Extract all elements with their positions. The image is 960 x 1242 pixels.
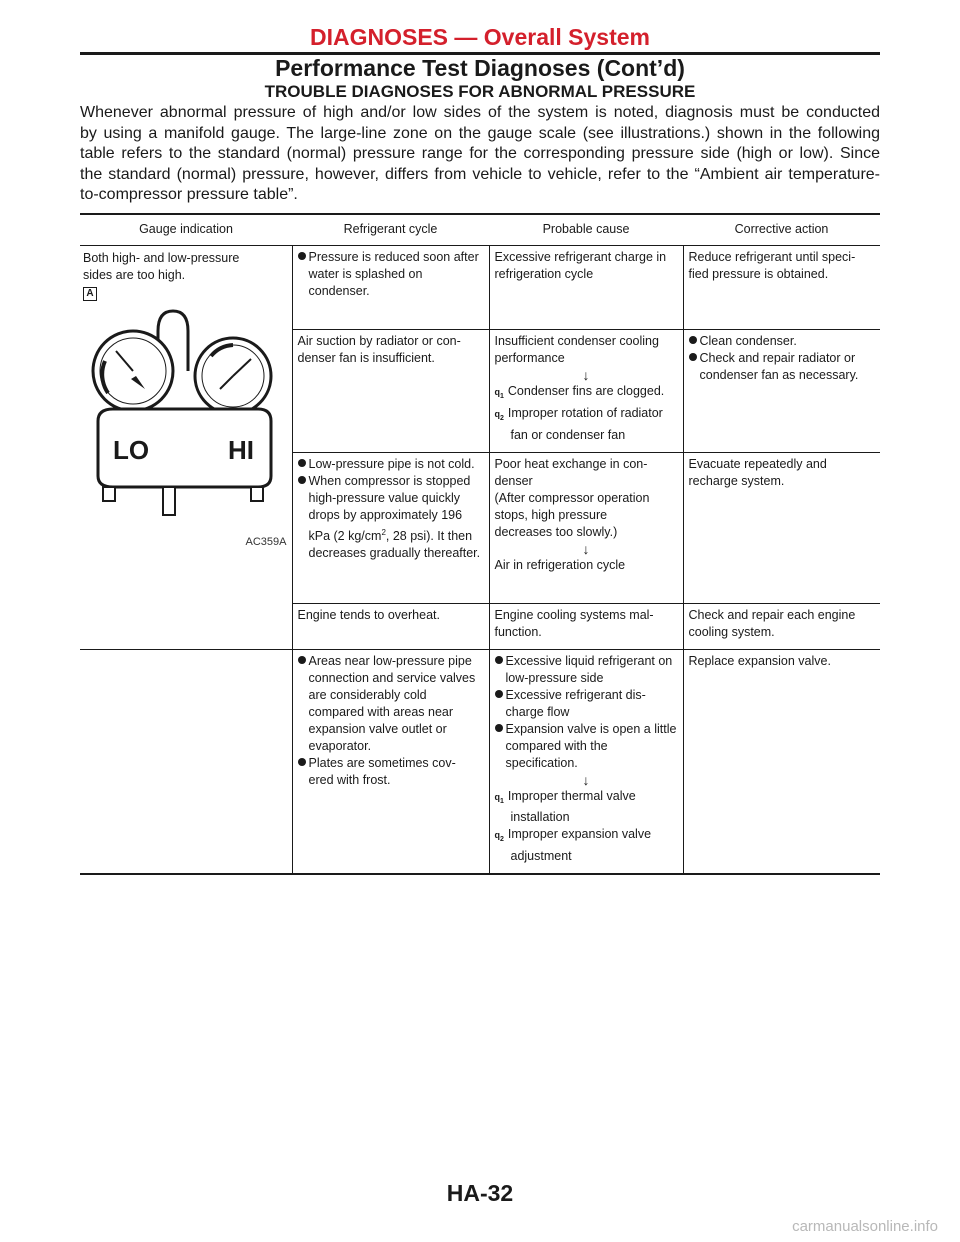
corrective-action-cell: Check and repair each engine cooling system.: [683, 603, 880, 649]
intro-line: by using a manifold gauge. The large-line zone on the gauge scale (see illustrations.) shown in the following: [80, 124, 880, 142]
refrigerant-cycle-cell: [292, 452, 489, 603]
cycle-bullet: Areas near low-pressure pipe connection and service valves are considerably cold compared with areas near expansion valve outlet or evaporator.: [298, 653, 484, 755]
table-row: [80, 649, 880, 874]
number-1-icon: $q_1$: [494, 791, 504, 805]
number-1-icon: $q_1$: [494, 387, 504, 400]
diagnosis-table: [80, 213, 880, 875]
refrigerant-cycle-cell: [292, 649, 489, 874]
page-number: HA-32: [446, 1180, 514, 1206]
bullet-icon: [689, 336, 697, 344]
cause-bullet: Excessive liquid refrigerant on low-pressure side: [495, 653, 678, 687]
bullet-icon: [495, 724, 503, 732]
page-title: Performance Test Diagnoses (Cont’d): [275, 55, 685, 81]
hi-label: HI: [228, 435, 254, 465]
probable-cause-cell: Excessive liquid refrigerant on low-pressure side Excessive refrigerant dis- charge flow Expansion valve is open a little compared with the specification. ↓ $q_1$ Improper thermal valve installation $q_2$ Improper expansion valve adjustment: [489, 649, 683, 874]
bullet-icon: [298, 476, 306, 484]
cycle-bullet: Pressure is reduced soon after water is splashed on condenser.: [298, 249, 484, 300]
intro-paragraph: [80, 103, 880, 206]
corrective-action-cell: Reduce refrigerant until speci- fied pressure is obtained.: [683, 246, 880, 330]
cause-bullet: Excessive refrigerant dis- charge flow: [495, 687, 678, 721]
probable-cause-cell: Excessive refrigerant charge in refrigeration cycle: [489, 246, 683, 330]
header-probable-cause: Probable cause: [489, 214, 683, 246]
refrigerant-cycle-cell: [292, 246, 489, 330]
corrective-action-cell: Evacuate repeatedly and recharge system.: [683, 452, 880, 603]
cause-item: $q_2$ Improper rotation of radiator: [495, 405, 678, 427]
probable-cause-cell: Insufficient condenser cooling performance ↓ $q_1$ Condenser fins are clogged. $q_2$ Improper rotation of radiator fan or condenser fan: [489, 330, 683, 453]
down-arrow-icon: ↓: [582, 771, 590, 788]
cause-item: $q_1$ Improper thermal valve: [495, 788, 678, 810]
cycle-bullet: Plates are sometimes cov- ered with frost.: [298, 755, 484, 789]
intro-line: to-compressor pressure table”.: [80, 186, 298, 203]
manifold-gauge-illustration: [83, 301, 273, 531]
bullet-icon: [298, 656, 306, 664]
gauge-indication-cell: [80, 246, 292, 650]
intro-line: table refers to the standard (normal) pressure range for the corresponding pressure side (high or low). Since: [80, 145, 880, 162]
subsection-title: TROUBLE DIAGNOSES FOR ABNORMAL PRESSURE: [264, 82, 696, 101]
number-2-icon: $q_2$: [494, 408, 504, 422]
figure-caption: AC359A: [245, 536, 287, 548]
action-bullet: Clean condenser.: [689, 333, 876, 350]
bullet-icon: [689, 353, 697, 361]
cycle-bullet: When compressor is stopped high-pressure value quickly drops by approximately 196 kPa (2 $kg/cm^2$, 28 psi). It then decreases gradually thereafter.: [298, 473, 484, 562]
bullet-icon: [298, 459, 306, 467]
action-bullet: Check and repair radiator or: [689, 350, 876, 367]
intro-line: the standard (normal) pressure, however, differs from vehicle to vehicle, refer to the “Ambient air temperature-: [80, 165, 880, 183]
bullet-icon: [298, 252, 306, 260]
corrective-action-cell: Replace expansion valve.: [683, 649, 880, 874]
bullet-icon: [298, 758, 306, 766]
corrective-action-cell: Clean condenser. Check and repair radiator or condenser fan as necessary.: [683, 330, 880, 453]
probable-cause-cell: Engine cooling systems mal- function.: [489, 603, 683, 649]
gauge-indication-cell: [80, 649, 292, 874]
header-corrective-action: Corrective action: [683, 214, 880, 246]
cycle-bullet: Low-pressure pipe is not cold.: [298, 456, 484, 473]
down-arrow-icon: ↓: [582, 540, 590, 557]
table-row: [80, 246, 880, 330]
header-gauge-indication: Gauge indication: [80, 214, 292, 246]
number-2-icon: $q_2$: [494, 830, 504, 844]
section-title: DIAGNOSES — Overall System: [309, 24, 650, 50]
cause-bullet: Expansion valve is open a little compared with the specification.: [495, 721, 678, 772]
cause-item: $q_1$ Condenser fins are clogged.: [495, 383, 678, 405]
refrigerant-cycle-cell: Air suction by radiator or con- denser fan is insufficient.: [292, 330, 489, 453]
intro-line: Whenever abnormal pressure of high and/or low sides of the system is noted, diagnosis must be conducted: [80, 104, 880, 121]
table-header-row: [80, 214, 880, 246]
cause-item: $q_2$ Improper expansion valve: [495, 826, 678, 848]
bullet-icon: [495, 690, 503, 698]
lo-label: LO: [113, 435, 150, 465]
watermark: carmanualsonline.info: [792, 1218, 938, 1235]
figure-badge: A: [83, 287, 97, 301]
down-arrow-icon: ↓: [582, 367, 590, 383]
probable-cause-cell: Poor heat exchange in con- denser (After compressor operation stops, high pressure decreases too slowly.) ↓ Air in refrigeration cycle: [489, 452, 683, 603]
header-refrigerant-cycle: Refrigerant cycle: [292, 214, 489, 246]
bullet-icon: [495, 656, 503, 664]
gauge-indication-text: Both high- and low-pressure sides are too high.: [83, 251, 240, 282]
refrigerant-cycle-cell: Engine tends to overheat.: [292, 603, 489, 649]
